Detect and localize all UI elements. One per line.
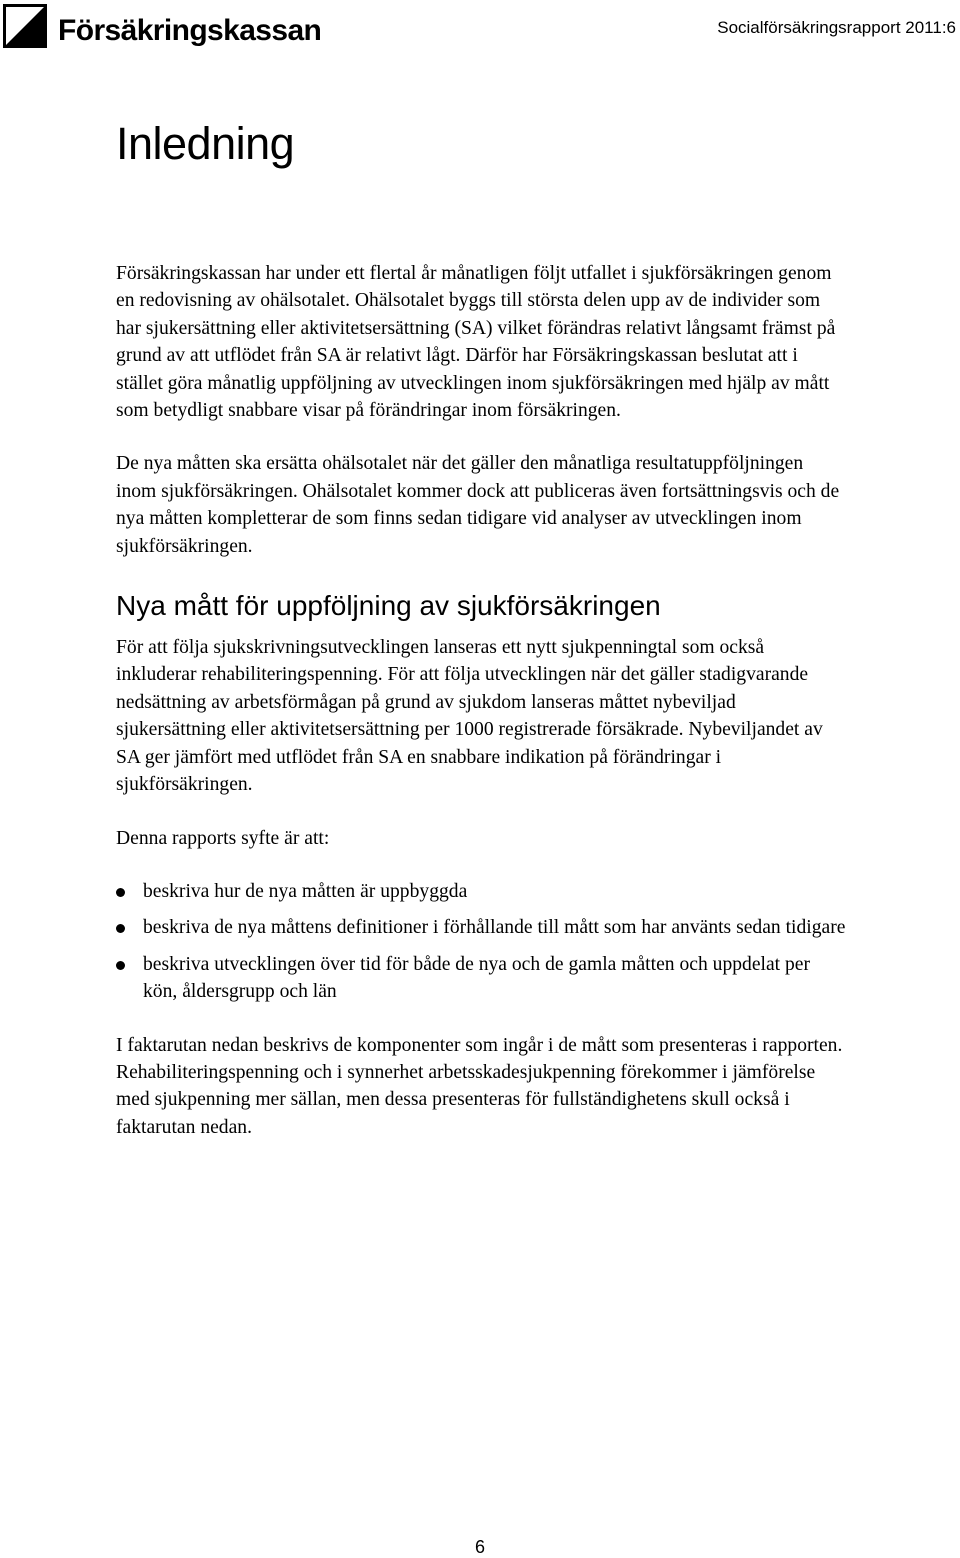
report-id: Socialförsäkringsrapport 2011:6 bbox=[717, 18, 956, 37]
list-item bbox=[116, 878, 846, 905]
page-title: Inledning bbox=[116, 118, 295, 169]
list-item-text: beskriva de nya måttens definitioner i förhållande till mått som har använts sedan tidigare bbox=[143, 917, 846, 939]
logo bbox=[3, 4, 321, 48]
list-item-text: beskriva hur de nya måtten är uppbyggda bbox=[143, 880, 468, 902]
list-item bbox=[116, 951, 846, 1006]
list-intro: Denna rapports syfte är att: bbox=[116, 827, 330, 849]
list-item-text: beskriva utvecklingen över tid för både de nya och de gamla måtten och uppdelat per kön, åldersgrupp och län bbox=[143, 953, 811, 1003]
bullet-icon bbox=[116, 924, 125, 933]
logo-text: Försäkringskassan bbox=[58, 14, 322, 47]
section-heading: Nya mått för uppföljning av sjukförsäkringen bbox=[116, 590, 661, 622]
main-content bbox=[116, 260, 846, 1141]
section-paragraph: För att följa sjukskrivningsutvecklingen lanseras ett nytt sjukpenningtal som också inkluderar rehabiliteringspenning. För att följa utvecklingen när det gäller stadigvarande nedsättning av arbetsförmågan på grund av sjukdom lanseras måttet nybeviljad sjukersättning eller aktivitetsersättning per 1000 registrerade försäkrade. Nybeviljandet av SA ger jämfört med utflödet från SA en snabbare indikation på förändringar i sjukförsäkringen. bbox=[116, 637, 823, 796]
paragraph: Försäkringskassan har under ett flertal år månatligen följt utfallet i sjukförsäkringen genom en redovisning av ohälsotalet. Ohälsotalet byggs till största delen upp av de individer som har sjukersättning eller aktivitetsersättning (SA) vilket förändras relativt långsamt främst på grund av att utflödet från SA är relativt lågt. Därför har Försäkringskassan beslutat att i stället göra månatlig uppföljning av utvecklingen inom sjukförsäkringen med hjälp av mått som betydligt snabbare visar på förändringar inom försäkringen. bbox=[116, 263, 836, 422]
forsakringskassan-logo-icon bbox=[3, 4, 47, 48]
bullet-icon bbox=[116, 888, 125, 897]
paragraph: De nya måtten ska ersätta ohälsotalet när det gäller den månatliga resultatuppföljningen inom sjukförsäkringen. Ohälsotalet kommer dock att publiceras även fortsättningsvis och de nya måtten kompletterar de som finns sedan tidigare vid analyser av utvecklingen inom sjukförsäkringen. bbox=[116, 453, 840, 557]
list-item bbox=[116, 914, 846, 941]
closing-paragraph: I faktarutan nedan beskrivs de komponenter som ingår i de mått som presenteras i rapporten. Rehabiliteringspenning och i synnerhet arbetsskadesjukpenning förekommer i jämförelse med sjukpenning mer sällan, men dessa presenteras för fullständighetens skull också i faktarutan nedan. bbox=[116, 1034, 843, 1138]
page-number: 6 bbox=[474, 1537, 485, 1557]
bullet-list bbox=[116, 878, 846, 1006]
bullet-icon bbox=[116, 961, 125, 970]
